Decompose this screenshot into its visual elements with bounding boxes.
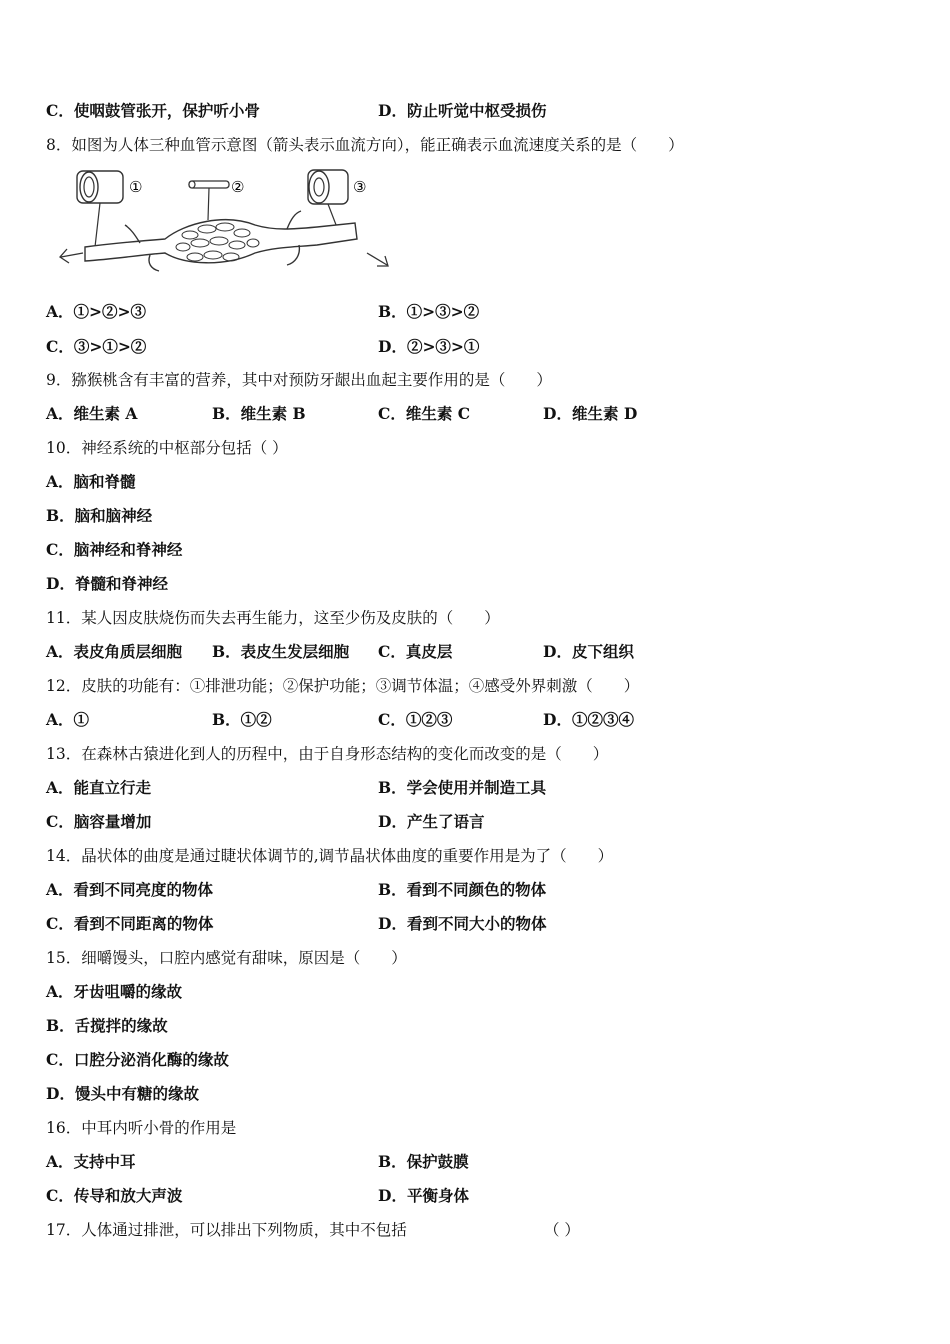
q12-option-b: B．①②: [212, 710, 272, 729]
q8-option-d: D．②>③>①: [378, 337, 480, 356]
q12-option-a: A．①: [46, 710, 90, 729]
q9-option-c: C．维生素 C: [378, 404, 471, 423]
q14-stem: 14．晶状体的曲度是通过睫状体调节的,调节晶状体曲度的重要作用是为了（ ）: [46, 847, 614, 865]
q10-option-d: D．脊髓和脊神经: [46, 574, 168, 593]
q14-option-c: C．看到不同距离的物体: [46, 914, 214, 933]
label-1: ①: [129, 178, 143, 196]
q12-option-d: D．①②③④: [543, 710, 634, 729]
vein-icon: [77, 171, 123, 203]
q16-option-b: B．保护鼓膜: [378, 1152, 469, 1171]
q8-option-b: B．①>③>②: [378, 302, 480, 321]
flow-arrow-left-icon: [60, 249, 83, 263]
flow-arrow-right-icon: [367, 253, 388, 266]
q7-option-c: C．使咽鼓管张开，保护听小骨: [46, 101, 260, 120]
q14-option-b: B．看到不同颜色的物体: [378, 880, 547, 899]
q13-option-a: A．能直立行走: [46, 778, 152, 797]
q10-option-b: B．脑和脑神经: [46, 506, 153, 525]
q10-option-a: A．脑和脊髓: [46, 472, 136, 491]
q16-option-a: A．支持中耳: [46, 1152, 136, 1171]
q17-stem: 17．人体通过排泄，可以排出下列物质，其中不包括: [46, 1221, 407, 1239]
q14-option-a: A．看到不同亮度的物体: [46, 880, 214, 899]
q12-stem: 12．皮肤的功能有：①排泄功能；②保护功能；③调节体温；④感受外界刺激（ ）: [46, 677, 640, 695]
q11-option-c: C．真皮层: [378, 642, 453, 661]
q15-stem: 15．细嚼馒头，口腔内感觉有甜味，原因是（ ）: [46, 949, 407, 967]
q13-option-c: C．脑容量增加: [46, 812, 152, 831]
q7-option-d: D．防止听觉中枢受损伤: [378, 101, 547, 120]
blood-vessel-diagram: [55, 165, 395, 280]
pointer-line-1: [95, 203, 100, 247]
label-3: ③: [353, 178, 367, 196]
q10-stem: 10．神经系统的中枢部分包括（ ）: [46, 439, 288, 457]
q15-option-b: B．舌搅拌的缘故: [46, 1016, 168, 1035]
q9-stem: 9．猕猴桃含有丰富的营养，其中对预防牙龈出血起主要作用的是（ ）: [46, 371, 552, 389]
q8-option-a: A．①>②>③: [46, 302, 147, 321]
q8-stem: 8．如图为人体三种血管示意图（箭头表示血流方向），能正确表示血流速度关系的是（ ）: [46, 136, 684, 154]
q16-stem: 16．中耳内听小骨的作用是: [46, 1119, 237, 1137]
q9-option-a: A．维生素 A: [46, 404, 138, 423]
q13-option-d: D．产生了语言: [378, 812, 485, 831]
q11-option-a: A．表皮角质层细胞: [46, 642, 183, 661]
q15-option-a: A．牙齿咀嚼的缘故: [46, 982, 183, 1001]
capillary-icon: [189, 181, 229, 188]
artery-icon: [308, 170, 348, 204]
q11-stem: 11．某人因皮肤烧伤而失去再生能力，这至少伤及皮肤的（ ）: [46, 609, 500, 627]
q9-option-b: B．维生素 B: [212, 404, 306, 423]
label-2: ②: [231, 178, 245, 196]
q16-option-c: C．传导和放大声波: [46, 1186, 183, 1205]
vessel-network: [85, 211, 357, 271]
q11-option-d: D．皮下组织: [543, 642, 634, 661]
q16-option-d: D．平衡身体: [378, 1186, 469, 1205]
q17-answer-bracket: （ ）: [544, 1221, 580, 1239]
q9-option-d: D．维生素 D: [543, 404, 638, 423]
q13-stem: 13．在森林古猿进化到人的历程中，由于自身形态结构的变化而改变的是（ ）: [46, 745, 609, 763]
q15-option-d: D．馒头中有糖的缘故: [46, 1084, 199, 1103]
q11-option-b: B．表皮生发层细胞: [212, 642, 350, 661]
q14-option-d: D．看到不同大小的物体: [378, 914, 547, 933]
q15-option-c: C．口腔分泌消化酶的缘故: [46, 1050, 229, 1069]
q12-option-c: C．①②③: [378, 710, 453, 729]
q8-option-c: C．③>①>②: [46, 337, 147, 356]
q13-option-b: B．学会使用并制造工具: [378, 778, 547, 797]
q10-option-c: C．脑神经和脊神经: [46, 540, 183, 559]
pointer-line-2: [208, 188, 209, 220]
